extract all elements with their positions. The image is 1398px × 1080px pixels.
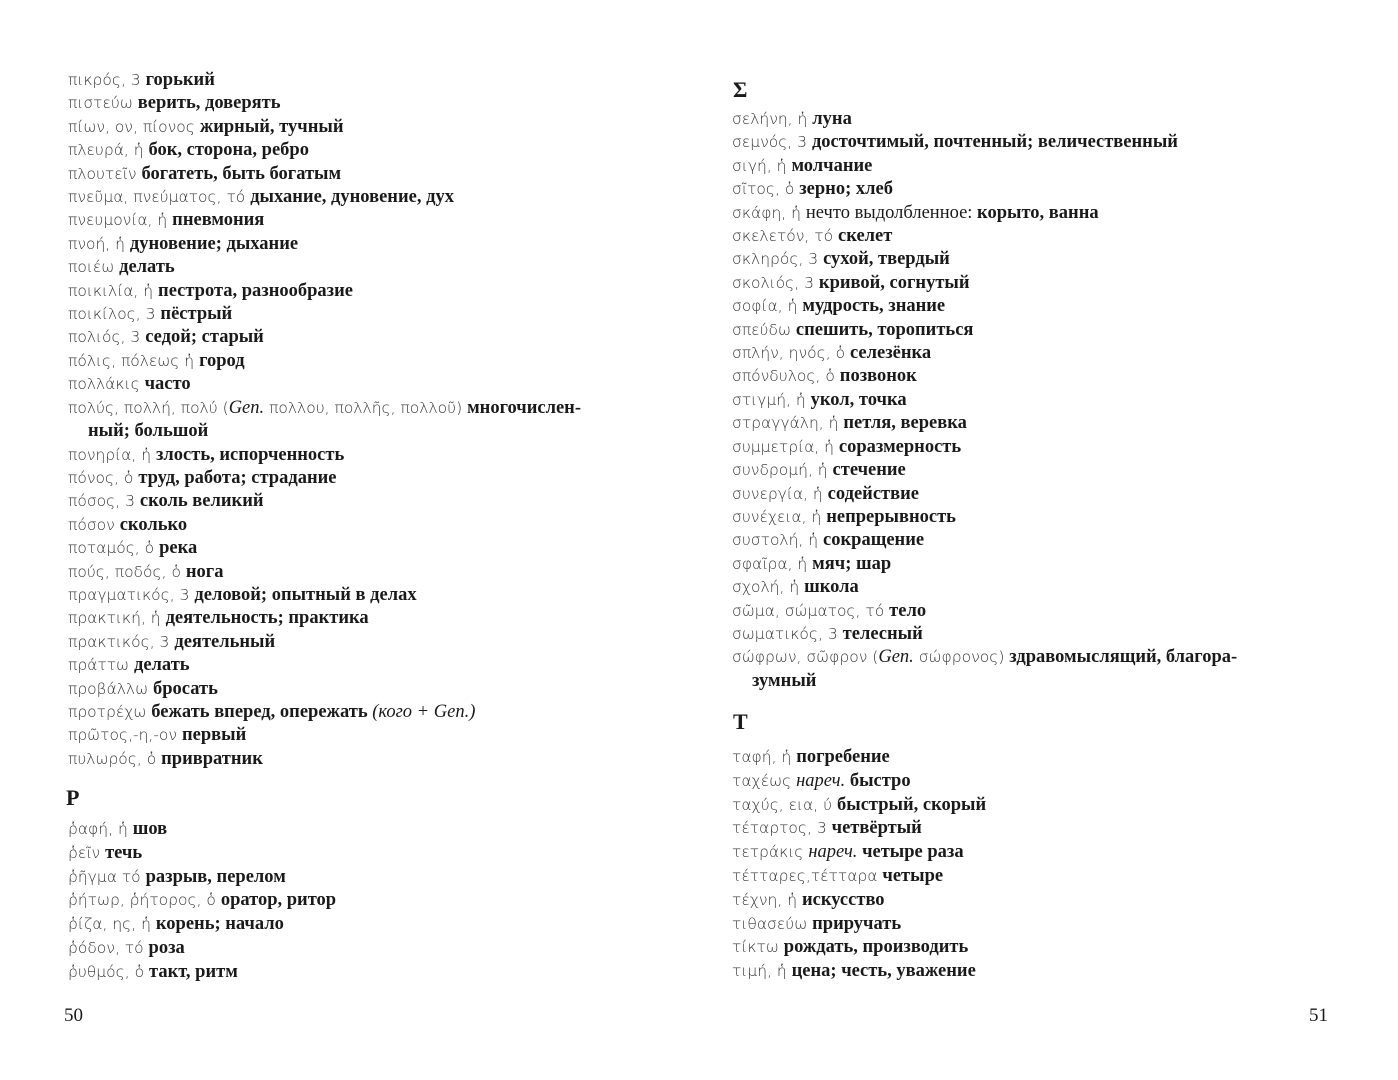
dictionary-entry bbox=[68, 514, 581, 537]
dictionary-list-rho bbox=[68, 818, 336, 985]
russian-translation: злость, испорченность bbox=[155, 444, 345, 465]
dictionary-entry bbox=[732, 865, 986, 889]
dictionary-entry bbox=[732, 131, 1237, 154]
greek-headword: συνδρομή, ἡ bbox=[732, 461, 833, 480]
greek-headword: σεμνός, 3 bbox=[732, 133, 812, 152]
greek-headword: πόνος, ὁ bbox=[68, 468, 139, 487]
greek-headword: προτρέχω bbox=[68, 702, 152, 721]
dictionary-entry bbox=[732, 436, 1237, 459]
russian-translation: кривой, согнутый bbox=[818, 272, 970, 293]
dictionary-entry bbox=[68, 467, 581, 490]
russian-translation: четыре bbox=[882, 865, 944, 886]
russian-translation: сколько bbox=[119, 514, 188, 535]
russian-translation: стечение bbox=[832, 460, 906, 481]
russian-translation: верить, доверять bbox=[137, 93, 281, 114]
russian-translation: оратор, ритор bbox=[220, 890, 337, 911]
greek-headword: πολιός, 3 bbox=[68, 328, 146, 347]
dictionary-entry bbox=[68, 92, 581, 115]
greek-headword: σώφρων, σῶφρον ( bbox=[732, 648, 879, 667]
dictionary-entry bbox=[68, 139, 581, 162]
dictionary-entry bbox=[732, 108, 1237, 131]
greek-headword: πρῶτος,-η,-ον bbox=[68, 726, 182, 745]
dictionary-entry bbox=[732, 794, 986, 818]
russian-translation: дыхание, дуновение, дух bbox=[250, 187, 454, 208]
greek-headword: σφαῖρα, ἡ bbox=[732, 554, 813, 573]
russian-translation: сокращение bbox=[823, 530, 925, 551]
entry-note: нареч. bbox=[796, 770, 850, 791]
russian-translation: телесный bbox=[842, 623, 923, 644]
greek-headword: τιθασεύω bbox=[732, 914, 813, 933]
dictionary-entry bbox=[68, 607, 581, 630]
greek-headword: συνεργία, ἡ bbox=[732, 484, 828, 503]
dictionary-entry bbox=[68, 818, 336, 842]
russian-translation: скелет bbox=[838, 226, 893, 247]
greek-headword: πρακτικός, 3 bbox=[68, 632, 175, 651]
russian-translation: школа bbox=[804, 577, 859, 598]
greek-headword: τίκτω bbox=[732, 938, 784, 957]
russian-translation: пневмония bbox=[172, 210, 265, 231]
russian-translation: пёстрый bbox=[160, 304, 233, 325]
dictionary-entry bbox=[732, 960, 986, 984]
dictionary-entry bbox=[732, 342, 1237, 365]
greek-headword: στραγγάλη, ἡ bbox=[732, 414, 844, 433]
section-heading-sigma: Σ bbox=[733, 77, 748, 102]
dictionary-entry bbox=[68, 748, 581, 771]
dictionary-entry bbox=[68, 186, 581, 209]
dictionary-entry bbox=[68, 280, 581, 303]
russian-translation: пестрота, разнообразие bbox=[158, 280, 353, 301]
russian-translation: приручать bbox=[812, 913, 902, 934]
dictionary-entry bbox=[68, 724, 581, 747]
russian-translation: нога bbox=[185, 561, 224, 582]
dictionary-entry bbox=[732, 646, 1237, 693]
greek-headword: συνέχεια, ἡ bbox=[732, 507, 827, 526]
greek-headword: πολύς, πολλή, πολύ ( bbox=[68, 398, 229, 417]
dictionary-entry bbox=[68, 444, 581, 467]
dictionary-entry bbox=[732, 412, 1237, 435]
dictionary-entry bbox=[732, 623, 1237, 646]
dictionary-entry bbox=[732, 600, 1237, 623]
greek-headword: ποικιλία, ἡ bbox=[68, 281, 159, 300]
greek-headword: πνεῦμα, πνεύματος, τό bbox=[68, 188, 251, 207]
russian-translation: город bbox=[199, 350, 245, 371]
dictionary-entry bbox=[68, 631, 581, 654]
page-number: 50 bbox=[64, 1005, 83, 1026]
greek-headword: πολλάκις bbox=[68, 375, 145, 394]
russian-translation: рождать, производить bbox=[783, 937, 969, 958]
russian-translation: седой; старый bbox=[145, 327, 264, 348]
dictionary-entry bbox=[732, 889, 986, 913]
russian-translation: деятельность; практика bbox=[165, 608, 369, 629]
greek-headword: πίων, ον, πίονος bbox=[68, 117, 200, 136]
dictionary-entry bbox=[732, 272, 1237, 295]
greek-headword: πόσον bbox=[68, 515, 120, 534]
dictionary-entry bbox=[732, 529, 1237, 552]
russian-translation: горький bbox=[145, 70, 215, 90]
dictionary-entry bbox=[732, 248, 1237, 271]
russian-translation: спешить, торопиться bbox=[795, 319, 974, 340]
greek-headword: στιγμή, ἡ bbox=[732, 390, 811, 409]
dictionary-entry bbox=[68, 69, 581, 92]
greek-headword: προβάλλω bbox=[68, 679, 154, 698]
greek-headword: ῥῆγμα τό bbox=[68, 867, 146, 886]
dictionary-entry bbox=[68, 163, 581, 186]
dictionary-entry bbox=[68, 303, 581, 326]
greek-headword: πλουτεῖν bbox=[68, 164, 142, 183]
greek-headword: σπεύδω bbox=[732, 320, 796, 339]
russian-translation: быстро bbox=[849, 770, 911, 791]
entry-continuation: ный; большой bbox=[88, 421, 209, 442]
greek-headword: πολλου, πολλῆς, πολλοῦ) bbox=[264, 398, 468, 417]
greek-headword: πιστεύω bbox=[68, 94, 138, 113]
dictionary-entry bbox=[68, 490, 581, 513]
greek-headword: πρακτική, ἡ bbox=[68, 609, 166, 628]
russian-translation: непрерывность bbox=[826, 506, 956, 527]
greek-headword: ποικίλος, 3 bbox=[68, 305, 161, 324]
dictionary-entry bbox=[68, 537, 581, 560]
entry-continuation: зумный bbox=[752, 670, 817, 691]
dictionary-entry bbox=[732, 746, 986, 770]
russian-translation: дуновение; дыхание bbox=[129, 233, 299, 254]
russian-translation: деятельный bbox=[174, 631, 276, 652]
russian-translation: быстрый, скорый bbox=[837, 794, 987, 815]
dictionary-entry bbox=[68, 373, 581, 396]
russian-translation: первый bbox=[182, 725, 247, 746]
greek-headword: σπόνδυλος, ὁ bbox=[732, 367, 840, 386]
dictionary-entry bbox=[68, 889, 336, 913]
russian-translation: течь bbox=[105, 842, 143, 863]
greek-headword: σκάφη, ἡ bbox=[732, 203, 806, 222]
russian-translation: луна bbox=[812, 109, 852, 129]
russian-translation: петля, веревка bbox=[843, 413, 967, 434]
greek-headword: σοφία, ἡ bbox=[732, 297, 803, 316]
dictionary-entry bbox=[68, 397, 581, 444]
greek-headword: ῥίζα, ης, ἡ bbox=[68, 915, 156, 934]
entry-note: (кого + Gen.) bbox=[372, 701, 476, 722]
greek-headword: πλευρά, ἡ bbox=[68, 141, 149, 160]
dictionary-entry bbox=[732, 817, 986, 841]
greek-headword: σκελετόν, τό bbox=[732, 227, 839, 246]
russian-translation: четвёртый bbox=[831, 818, 922, 839]
dictionary-entry bbox=[68, 350, 581, 373]
greek-headword: σκληρός, 3 bbox=[732, 250, 824, 269]
dictionary-entry bbox=[68, 326, 581, 349]
russian-translation: селезёнка bbox=[850, 343, 932, 364]
dictionary-entry bbox=[68, 701, 581, 724]
greek-headword: σωματικός, 3 bbox=[732, 624, 843, 643]
greek-headword: συμμετρία, ἡ bbox=[732, 437, 839, 456]
russian-translation: бежать вперед, опережать bbox=[151, 701, 373, 722]
dictionary-entry bbox=[732, 841, 986, 865]
entry-note: Gen. bbox=[228, 397, 265, 418]
russian-translation: часто bbox=[144, 374, 191, 395]
greek-headword: τιμή, ἡ bbox=[732, 962, 792, 981]
greek-headword: πικρός, 3 bbox=[68, 71, 146, 89]
dictionary-entry bbox=[68, 937, 336, 961]
dictionary-entry bbox=[732, 770, 986, 794]
russian-translation: роза bbox=[148, 937, 185, 958]
dictionary-entry bbox=[68, 866, 336, 890]
russian-translation: делать bbox=[133, 655, 190, 676]
dictionary-entry bbox=[732, 178, 1237, 201]
greek-headword: ποταμός, ὁ bbox=[68, 539, 160, 558]
russian-translation: погребение bbox=[796, 747, 890, 767]
greek-headword: σκολιός, 3 bbox=[732, 273, 819, 292]
greek-headword: πυλωρός, ὁ bbox=[68, 749, 162, 768]
russian-translation: позвонок bbox=[839, 366, 917, 387]
greek-headword: σελήνη, ἡ bbox=[732, 110, 813, 128]
dictionary-entry bbox=[732, 936, 986, 960]
greek-headword: σπλήν, ηνός, ὁ bbox=[732, 344, 850, 363]
dictionary-entry bbox=[732, 483, 1237, 506]
dictionary-entry bbox=[732, 576, 1237, 599]
greek-headword: σῶμα, σώματος, τό bbox=[732, 601, 890, 620]
russian-translation: такт, ритм bbox=[149, 961, 238, 982]
dictionary-entry bbox=[68, 116, 581, 139]
russian-translation: зерно; хлеб bbox=[799, 179, 893, 200]
dictionary-list-pi bbox=[68, 69, 581, 771]
russian-translation: мудрость, знание bbox=[802, 296, 946, 317]
russian-translation: тело bbox=[889, 600, 927, 621]
greek-headword: σιγή, ἡ bbox=[732, 156, 792, 175]
russian-translation: мяч; шар bbox=[812, 553, 892, 574]
russian-translation: корень; начало bbox=[155, 914, 284, 935]
russian-translation: бросать bbox=[153, 678, 218, 699]
dictionary-entry bbox=[732, 202, 1237, 225]
greek-headword: τέταρτος, 3 bbox=[732, 819, 832, 838]
russian-translation: соразмерность bbox=[838, 436, 962, 457]
russian-translation: жирный, тучный bbox=[199, 116, 344, 137]
dictionary-entry bbox=[732, 506, 1237, 529]
section-heading-rho: Р bbox=[66, 785, 80, 810]
greek-headword: ῥαφή, ἡ bbox=[68, 820, 133, 838]
dictionary-entry bbox=[68, 842, 336, 866]
dictionary-entry bbox=[732, 225, 1237, 248]
entry-note: нареч. bbox=[808, 842, 863, 863]
dictionary-list-sigma bbox=[732, 108, 1237, 693]
russian-translation: сухой, твердый bbox=[823, 249, 950, 270]
entry-note: Gen. bbox=[878, 647, 914, 668]
greek-headword: ταχύς, εια, ύ bbox=[732, 795, 837, 814]
entry-note: нечто выдолбленное: bbox=[805, 202, 978, 223]
greek-headword: πνοή, ἡ bbox=[68, 234, 130, 253]
greek-headword: ποιέω bbox=[68, 258, 120, 277]
russian-translation: шов bbox=[132, 819, 168, 839]
russian-translation: досточтимый, почтенный; величественный bbox=[811, 132, 1178, 153]
greek-headword: σώφρονος) bbox=[913, 648, 1010, 667]
dictionary-entry bbox=[68, 913, 336, 937]
greek-headword: συστολή, ἡ bbox=[732, 531, 824, 550]
russian-translation: делать bbox=[119, 257, 175, 278]
greek-headword: πνευμονία, ἡ bbox=[68, 211, 173, 230]
greek-headword: πόλις, πόλεως ἡ bbox=[68, 351, 200, 370]
dictionary-entry bbox=[732, 553, 1237, 576]
page-number: 51 bbox=[1309, 1005, 1328, 1026]
dictionary-entry bbox=[732, 365, 1237, 388]
dictionary-entry bbox=[68, 209, 581, 232]
dictionary-entry bbox=[732, 155, 1237, 178]
greek-headword: ταφή, ἡ bbox=[732, 748, 797, 766]
greek-headword: σχολή, ἡ bbox=[732, 578, 805, 597]
russian-translation: здравомыслящий, благора- bbox=[1009, 647, 1238, 668]
greek-headword: σῖτος, ὁ bbox=[732, 180, 800, 199]
greek-headword: ῥόδον, τό bbox=[68, 938, 149, 957]
greek-headword: τέχνη, ἡ bbox=[732, 890, 802, 909]
russian-translation: искусство bbox=[801, 889, 885, 910]
russian-translation: четыре раза bbox=[862, 842, 964, 863]
greek-headword: ταχέως bbox=[732, 771, 797, 790]
dictionary-entry bbox=[68, 654, 581, 677]
russian-translation: цена; честь, уважение bbox=[791, 961, 976, 982]
russian-translation: укол, точка bbox=[810, 389, 907, 410]
russian-translation: многочислен- bbox=[467, 397, 581, 418]
greek-headword: ῥυθμός, ὁ bbox=[68, 962, 149, 981]
greek-headword: τετράκις bbox=[732, 843, 809, 862]
russian-translation: привратник bbox=[161, 748, 263, 769]
russian-translation: труд, работа; страдание bbox=[138, 467, 337, 488]
greek-headword: πράττω bbox=[68, 656, 134, 675]
russian-translation: молчание bbox=[791, 155, 873, 176]
russian-translation: бок, сторона, ребро bbox=[148, 140, 309, 161]
russian-translation: деловой; опытный в делах bbox=[194, 584, 417, 605]
russian-translation: разрыв, перелом bbox=[145, 866, 286, 887]
greek-headword: πονηρία, ἡ bbox=[68, 445, 156, 464]
dictionary-entry bbox=[732, 913, 986, 937]
greek-headword: πόσος, 3 bbox=[68, 492, 140, 511]
dictionary-entry bbox=[68, 561, 581, 584]
greek-headword: ῥεῖν bbox=[68, 843, 106, 862]
russian-translation: сколь великий bbox=[139, 491, 264, 512]
greek-headword: τέτταρες,τέτταρα bbox=[732, 866, 883, 885]
dictionary-list-tau bbox=[732, 746, 986, 984]
dictionary-entry bbox=[732, 319, 1237, 342]
dictionary-entry bbox=[68, 961, 336, 985]
greek-headword: ῥήτωρ, ῥήτορος, ὁ bbox=[68, 891, 221, 910]
russian-translation: богатеть, быть богатым bbox=[141, 163, 342, 184]
dictionary-entry bbox=[732, 459, 1237, 482]
dictionary-entry bbox=[68, 233, 581, 256]
russian-translation: река bbox=[159, 538, 198, 559]
russian-translation: корыто, ванна bbox=[977, 202, 1099, 223]
dictionary-entry bbox=[68, 256, 581, 279]
russian-translation: содействие bbox=[827, 483, 919, 504]
dictionary-entry bbox=[732, 295, 1237, 318]
dictionary-entry bbox=[68, 678, 581, 701]
dictionary-entry bbox=[732, 389, 1237, 412]
section-heading-tau: Т bbox=[733, 709, 748, 734]
greek-headword: πούς, ποδός, ὁ bbox=[68, 562, 186, 581]
greek-headword: πραγματικός, 3 bbox=[68, 585, 195, 604]
dictionary-entry bbox=[68, 584, 581, 607]
